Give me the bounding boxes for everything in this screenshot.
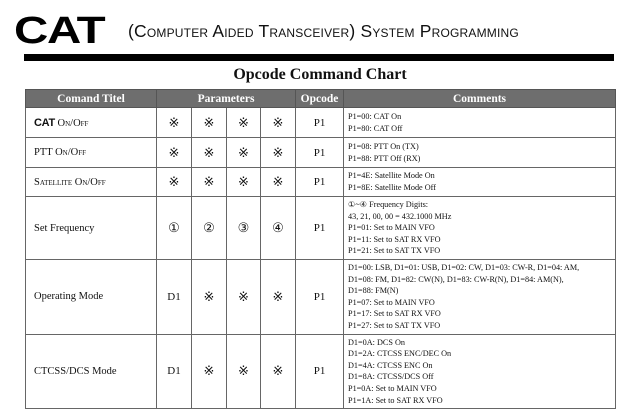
param-cell: ※: [157, 108, 192, 138]
comment-cell: [344, 138, 616, 168]
comment-line: P1=1A: Set to SAT RX VFO: [348, 395, 443, 405]
table-row: [26, 334, 616, 409]
param-cell: ※: [261, 334, 296, 409]
comment-line: P1=80: CAT Off: [348, 123, 403, 133]
comment-line: D1=8A: CTCSS/DCS Off: [348, 372, 434, 382]
comment-line: P1=00: CAT On: [348, 111, 402, 121]
command-title: PTT On/Off: [26, 138, 157, 168]
col-header-comments: Comments: [344, 90, 616, 108]
page-header: [0, 0, 640, 50]
param-cell: ※: [227, 108, 261, 138]
opcode-cell: P1: [296, 138, 344, 168]
param-cell: ※: [227, 260, 261, 335]
comment-cell: [344, 108, 616, 138]
comment-line: P1=8E: Satellite Mode Off: [348, 183, 436, 192]
col-header-command: Comand Titel: [26, 90, 157, 108]
comment-line: D1=4A: CTCSS ENC On: [348, 360, 433, 370]
col-header-parameters: Parameters: [157, 90, 296, 108]
param-cell: ④: [261, 197, 296, 260]
comment-line: D1=08: FM, D1=82: CW(N), D1=83: CW-R(N), D1=84: AM(N),: [348, 274, 564, 284]
command-title: Set Frequency: [26, 197, 157, 260]
opcode-cell: P1: [296, 108, 344, 138]
opcode-cell: P1: [296, 260, 344, 335]
comment-cell: [344, 260, 616, 335]
param-cell: D1: [157, 334, 192, 409]
param-cell: D1: [157, 260, 192, 335]
comment-cell: [344, 168, 616, 197]
comment-line: P1=88: PTT Off (RX): [348, 153, 421, 163]
comment-line: P1=07: Set to MAIN VFO: [348, 297, 435, 307]
command-title: CTCSS/DCS Mode: [26, 334, 157, 409]
col-header-opcode: Opcode: [296, 90, 344, 108]
comment-line: D1=88: FM(N): [348, 286, 399, 296]
param-cell: ②: [192, 197, 227, 260]
opcode-table: [25, 89, 616, 409]
param-cell: ※: [227, 168, 261, 197]
comment-line: P1=27: Set to SAT TX VFO: [348, 320, 441, 330]
comment-line: D1=2A: CTCSS ENC/DEC On: [348, 349, 452, 359]
comment-line: P1=17: Set to SAT RX VFO: [348, 309, 441, 319]
comment-line: P1=01: Set to MAIN VFO: [348, 223, 435, 233]
cat-logo: CAT: [14, 10, 105, 52]
param-cell: ※: [157, 138, 192, 168]
param-cell: ※: [192, 168, 227, 197]
table-row: [26, 108, 616, 138]
param-cell: ※: [261, 260, 296, 335]
command-title: Satellite On/Off: [26, 168, 157, 197]
param-cell: ※: [192, 334, 227, 409]
param-cell: ※: [261, 138, 296, 168]
opcode-cell: P1: [296, 197, 344, 260]
param-cell: ※: [157, 168, 192, 197]
command-title: CAT On/Off: [26, 108, 157, 138]
param-cell: ※: [227, 334, 261, 409]
comment-line: ①~④ Frequency Digits:: [348, 200, 429, 210]
param-cell: ①: [157, 197, 192, 260]
param-cell: ③: [227, 197, 261, 260]
param-cell: ※: [261, 108, 296, 138]
chart-title: Opcode Command Chart: [233, 66, 407, 83]
table-row: [26, 260, 616, 335]
comment-line: D1=00: LSB, D1=01: USB, D1=02: CW, D1=03: CW-R, D1=04: AM,: [348, 263, 580, 272]
comment-cell: [344, 197, 616, 260]
param-cell: ※: [261, 168, 296, 197]
param-cell: ※: [192, 108, 227, 138]
command-title: Operating Mode: [26, 260, 157, 335]
opcode-cell: P1: [296, 168, 344, 197]
table-row: [26, 197, 616, 260]
comment-line: P1=11: Set to SAT RX VFO: [348, 234, 441, 244]
table-row: [26, 138, 616, 168]
comment-cell: [344, 334, 616, 409]
comment-line: 43, 21, 00, 00 = 432.1000 MHz: [348, 211, 452, 221]
comment-line: P1=21: Set to SAT TX VFO: [348, 246, 441, 256]
opcode-cell: P1: [296, 334, 344, 409]
table-header-row: [26, 90, 616, 108]
header-rule: [24, 54, 614, 61]
param-cell: ※: [192, 138, 227, 168]
comment-line: P1=0A: Set to MAIN VFO: [348, 383, 437, 393]
page-title: (Computer Aided Transceiver) System Programming: [128, 21, 519, 41]
comment-line: D1=0A: DCS On: [348, 337, 405, 347]
table-row: [26, 168, 616, 197]
param-cell: ※: [192, 260, 227, 335]
comment-line: P1=4E: Satellite Mode On: [348, 171, 435, 181]
comment-line: P1=08: PTT On (TX): [348, 141, 419, 151]
param-cell: ※: [227, 138, 261, 168]
